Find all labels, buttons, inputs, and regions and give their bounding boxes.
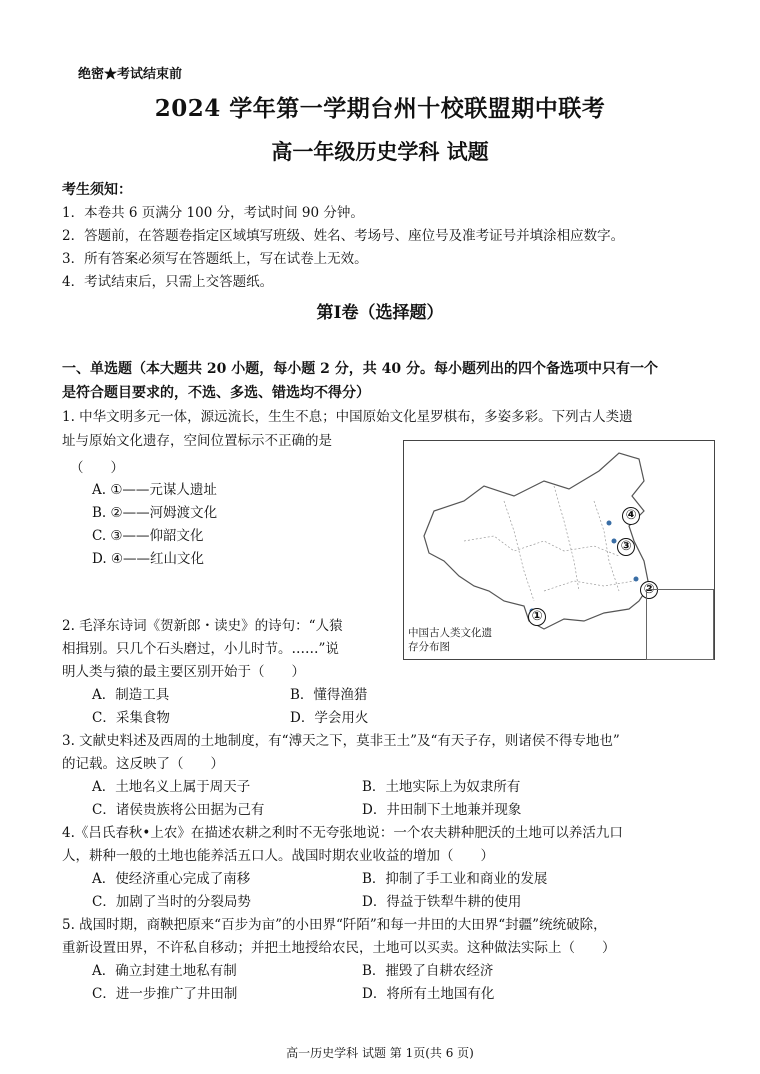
section-heading: 是符合题目要求的，不选、多选、错选均不得分）: [62, 385, 370, 401]
map-marker-2: ②: [640, 581, 658, 599]
question-3-option-a: A．土地名义上属于周天子: [92, 779, 251, 795]
question-3-option-c: C．诸侯贵族将公田据为己有: [92, 802, 265, 818]
notice-item: 2．答题前，在答题卷指定区域填写班级、姓名、考场号、座位号及准考证号并填涂相应数字。: [62, 228, 625, 244]
notice-item: 1．本卷共 6 页满分 100 分，考试时间 90 分钟。: [62, 205, 364, 221]
question-5-option-c: C．进一步推广了井田制: [92, 986, 238, 1002]
question-1-line: （ ）: [70, 460, 124, 476]
page-footer: 高一历史学科 试题 第 1页(共 6 页): [286, 1046, 474, 1060]
question-1-line: 址与原始文化遗存，空间位置标示不正确的是: [62, 433, 332, 449]
map-caption: 中国古人类文化遗存分布图: [408, 627, 492, 653]
question-2-option-b: B．懂得渔猎: [290, 687, 368, 703]
question-2-option-a: A．制造工具: [92, 687, 170, 703]
exam-subtitle: 高一年级历史学科 试题: [271, 139, 489, 164]
question-2-option-d: D．学会用火: [290, 710, 369, 726]
map-marker-1: ①: [528, 608, 546, 626]
question-4-line: 4.《吕氏春秋•上农》在描述农耕之利时不无夸张地说：一个农夫耕种肥沃的土地可以养活九口: [62, 825, 623, 841]
question-5-option-d: D．将所有土地国有化: [362, 986, 495, 1002]
south-sea-inset: [646, 589, 714, 660]
question-1-line: 1. 中华文明多元一体，源远流长，生生不息；中国原始文化星罗棋布，多姿多彩。下列古人类遗: [62, 409, 633, 425]
notice-heading: 考生须知：: [62, 182, 132, 198]
question-2-line: 相揖别。只几个石头磨过，小儿时节。……”说: [62, 641, 339, 657]
question-4-option-a: A．使经济重心完成了南移: [92, 871, 251, 887]
question-3-line: 3. 文献史料述及西周的土地制度，有“溥天之下，莫非王土”及“有天子存，则诸侯不得专地也”: [62, 733, 620, 749]
question-2-option-c: C．采集食物: [92, 710, 170, 726]
question-5-option-a: A．确立封建土地私有制: [92, 963, 237, 979]
confidential-label: 绝密★考试结束前: [78, 67, 183, 82]
question-1-option-c: C. ③——仰韶文化: [92, 528, 204, 544]
notice-item: 4．考试结束后，只需上交答题纸。: [62, 274, 274, 290]
question-2-line: 明人类与猿的最主要区别开始于（ ）: [62, 664, 305, 680]
question-3-option-d: D．井田制下土地兼并现象: [362, 802, 522, 818]
map-marker-4: ④: [622, 507, 640, 525]
question-4-option-b: B．抑制了手工业和商业的发展: [362, 871, 548, 887]
map-marker-3: ③: [617, 538, 635, 556]
question-1-option-d: D. ④——红山文化: [92, 551, 205, 567]
question-5-line: 5. 战国时期，商鞅把原来“百步为亩”的小田界“阡陌”和每一井田的大田界“封疆”统统破除，: [62, 917, 607, 933]
question-5-line: 重新设置田界，不许私自移动；并把土地授给农民，土地可以买卖。这种做法实际上（ ）: [62, 940, 616, 956]
question-4-option-c: C．加剧了当时的分裂局势: [92, 894, 251, 910]
question-5-option-b: B．摧毁了自耕农经济: [362, 963, 494, 979]
section-heading: 一、单选题（本大题共 20 小题，每小题 2 分，共 40 分。每小题列出的四个备选项中只有一个: [62, 361, 658, 377]
part-title: 第Ⅰ卷（选择题）: [316, 303, 444, 323]
question-3-line: 的记载。这反映了（ ）: [62, 756, 224, 772]
question-1-option-a: A. ①——元谋人遗址: [92, 482, 217, 498]
notice-item: 3．所有答案必须写在答题纸上，写在试卷上无效。: [62, 251, 368, 267]
question-3-option-b: B．土地实际上为奴隶所有: [362, 779, 521, 795]
question-2-line: 2. 毛泽东诗词《贺新郎・读史》的诗句：“人猿: [62, 618, 343, 634]
question-4-line: 人，耕种一般的土地也能养活五口人。战国时期农业收益的增加（ ）: [62, 848, 494, 864]
china-map-figure: [403, 440, 715, 660]
exam-title: 2024 学年第一学期台州十校联盟期中联考: [154, 95, 606, 122]
question-1-option-b: B. ②——河姆渡文化: [92, 505, 218, 521]
question-4-option-d: D．得益于铁犁牛耕的使用: [362, 894, 522, 910]
